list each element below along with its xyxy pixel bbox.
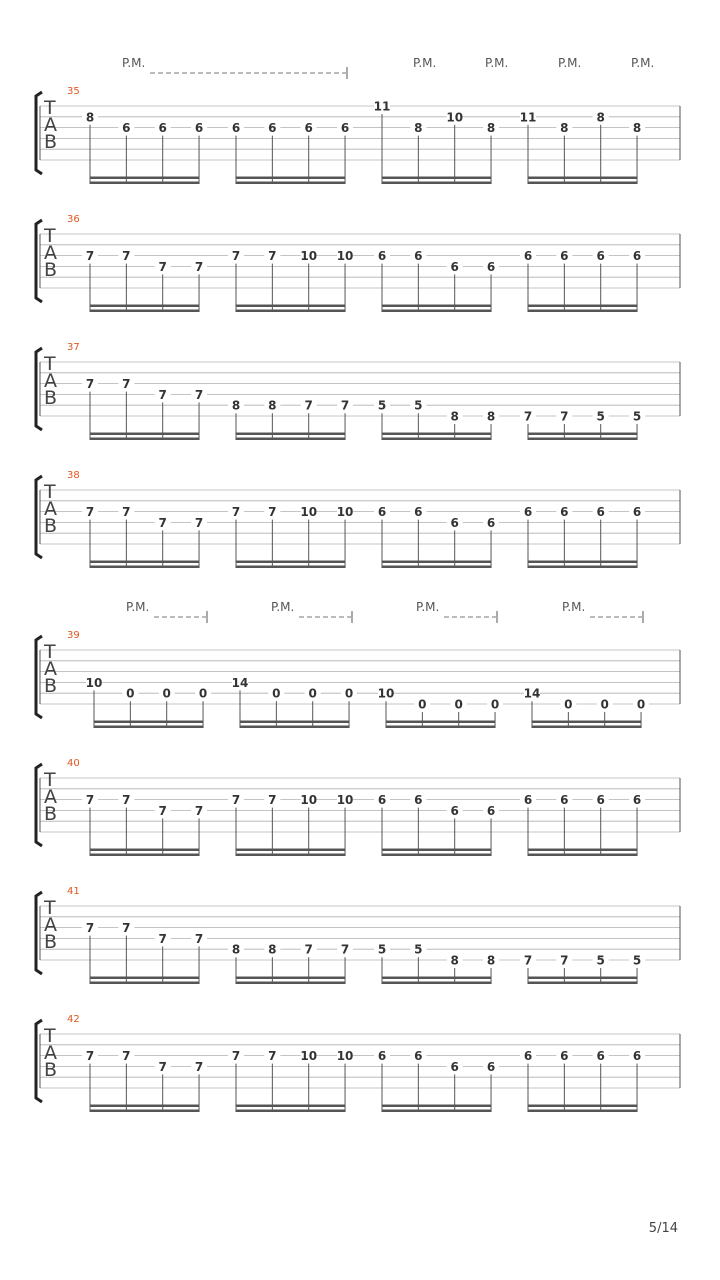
fret-number: 10 <box>336 1049 354 1064</box>
fret-number: 14 <box>523 686 541 701</box>
beam-secondary <box>90 433 199 436</box>
fret-number: 8 <box>268 398 277 413</box>
beam-primary <box>528 982 637 985</box>
fret-number: 6 <box>596 1049 605 1064</box>
beam-primary <box>382 310 491 313</box>
beam-secondary <box>532 721 641 724</box>
beam-primary <box>240 726 349 729</box>
fret-number: 7 <box>158 931 167 946</box>
beam-primary <box>382 438 491 441</box>
fret-number: 8 <box>268 942 277 957</box>
fret-number: 8 <box>231 398 241 413</box>
beam-secondary <box>90 1105 199 1108</box>
fret-number: 6 <box>377 793 387 808</box>
measure-number: 36 <box>67 214 80 225</box>
fret-number: 7 <box>560 953 569 968</box>
tab-clef-letter: T <box>44 1025 56 1047</box>
fret-number: 6 <box>560 793 569 808</box>
fret-number: 5 <box>596 409 605 424</box>
fret-number: 7 <box>122 249 131 264</box>
fret-number: 5 <box>414 398 423 413</box>
palm-mute-label: P.M. <box>271 600 295 614</box>
fret-number: 7 <box>85 249 95 264</box>
tab-clef-letter: T <box>44 769 56 791</box>
fret-number: 7 <box>158 1059 167 1074</box>
beam-primary <box>382 982 491 985</box>
fret-number: 6 <box>414 1049 423 1064</box>
beam-primary <box>90 854 199 857</box>
beam-primary <box>382 566 491 569</box>
beam-primary <box>528 182 637 185</box>
fret-number: 6 <box>450 803 459 818</box>
fret-number: 0 <box>308 686 317 701</box>
fret-number: 8 <box>486 121 496 136</box>
fret-number: 6 <box>523 505 533 520</box>
fret-number: 7 <box>268 505 277 520</box>
fret-number: 10 <box>300 793 318 808</box>
beam-secondary <box>382 1105 491 1108</box>
beam-secondary <box>236 561 345 564</box>
fret-number: 6 <box>486 1059 496 1074</box>
system-bracket <box>36 636 42 718</box>
fret-number: 7 <box>268 793 277 808</box>
fret-number: 10 <box>85 675 103 690</box>
beam-secondary <box>528 849 637 852</box>
fret-number: 10 <box>300 1049 318 1064</box>
beam-secondary <box>236 977 345 980</box>
fret-number: 6 <box>596 793 605 808</box>
tab-clef-letter: T <box>44 481 56 503</box>
fret-number: 0 <box>636 697 646 712</box>
fret-number: 8 <box>450 409 459 424</box>
fret-number: 7 <box>231 505 241 520</box>
fret-number: 6 <box>596 505 605 520</box>
fret-number: 6 <box>377 249 387 264</box>
tab-clef-letter: B <box>44 1059 58 1081</box>
tab-clef-letter: T <box>44 225 56 247</box>
fret-number: 6 <box>596 249 605 264</box>
fret-number: 6 <box>632 505 642 520</box>
fret-number: 8 <box>486 409 496 424</box>
beam-primary <box>528 1110 637 1113</box>
beam-secondary <box>236 1105 345 1108</box>
tab-clef-letter: B <box>44 515 58 537</box>
beam-secondary <box>382 849 491 852</box>
fret-number: 0 <box>454 697 463 712</box>
tab-clef-letter: T <box>44 97 56 119</box>
fret-number: 7 <box>268 1049 277 1064</box>
tab-clef-letter: A <box>44 914 57 936</box>
beam-primary <box>236 1110 345 1113</box>
fret-number: 7 <box>340 942 350 957</box>
fret-number: 11 <box>373 99 391 114</box>
fret-number: 7 <box>304 942 313 957</box>
fret-number: 6 <box>523 793 533 808</box>
beam-secondary <box>528 977 637 980</box>
beam-secondary <box>528 561 637 564</box>
beam-primary <box>382 854 491 857</box>
fret-number: 10 <box>336 793 354 808</box>
fret-number: 6 <box>486 259 496 274</box>
palm-mute-label: P.M. <box>562 600 586 614</box>
beam-secondary <box>382 433 491 436</box>
fret-number: 6 <box>414 793 423 808</box>
fret-number: 0 <box>600 697 609 712</box>
beam-primary <box>382 1110 491 1113</box>
tab-clef-letter: B <box>44 803 58 825</box>
fret-number: 7 <box>85 921 95 936</box>
fret-number: 10 <box>336 505 354 520</box>
system-bracket <box>36 220 42 302</box>
palm-mute-label: P.M. <box>416 600 440 614</box>
measure-number: 38 <box>67 470 80 481</box>
system-bracket <box>36 892 42 974</box>
fret-number: 7 <box>122 921 131 936</box>
palm-mute-label: P.M. <box>631 56 655 70</box>
tab-clef-letter: A <box>44 242 57 264</box>
beam-primary <box>236 566 345 569</box>
measure-number: 39 <box>67 630 80 641</box>
tab-clef-letter: T <box>44 897 56 919</box>
beam-primary <box>528 566 637 569</box>
fret-number: 6 <box>486 515 496 530</box>
beam-secondary <box>382 977 491 980</box>
fret-number: 6 <box>377 505 387 520</box>
fret-number: 0 <box>162 686 171 701</box>
beam-secondary <box>90 977 199 980</box>
fret-number: 6 <box>632 249 642 264</box>
fret-number: 7 <box>194 803 204 818</box>
palm-mute-label: P.M. <box>485 56 509 70</box>
fret-number: 7 <box>194 259 204 274</box>
fret-number: 0 <box>418 697 427 712</box>
fret-number: 7 <box>158 803 167 818</box>
tab-clef-letter: B <box>44 131 58 153</box>
beam-primary <box>528 438 637 441</box>
beam-primary <box>90 438 199 441</box>
tab-clef-letter: B <box>44 675 58 697</box>
fret-number: 10 <box>446 110 464 125</box>
fret-number: 6 <box>231 121 241 136</box>
measure-number: 42 <box>67 1014 80 1025</box>
tab-clef-letter: A <box>44 658 57 680</box>
fret-number: 6 <box>632 793 642 808</box>
fret-number: 5 <box>377 942 387 957</box>
fret-number: 5 <box>414 942 423 957</box>
beam-secondary <box>236 849 345 852</box>
fret-number: 6 <box>414 249 423 264</box>
fret-number: 6 <box>486 803 496 818</box>
tab-clef-letter: B <box>44 931 58 953</box>
fret-number: 7 <box>304 398 313 413</box>
fret-number: 0 <box>490 697 500 712</box>
page-number: 5/14 <box>648 1221 678 1236</box>
beam-primary <box>236 438 345 441</box>
beam-secondary <box>240 721 349 724</box>
fret-number: 0 <box>198 686 208 701</box>
beam-secondary <box>90 561 199 564</box>
tab-clef-letter: A <box>44 114 57 136</box>
fret-number: 7 <box>523 953 533 968</box>
fret-number: 0 <box>344 686 354 701</box>
beam-secondary <box>382 561 491 564</box>
fret-number: 10 <box>336 249 354 264</box>
tab-clef-letter: T <box>44 641 56 663</box>
fret-number: 8 <box>450 953 459 968</box>
beam-primary <box>90 566 199 569</box>
fret-number: 6 <box>450 515 459 530</box>
beam-primary <box>90 182 199 185</box>
fret-number: 7 <box>158 515 167 530</box>
fret-number: 7 <box>231 1049 241 1064</box>
beam-secondary <box>528 177 637 180</box>
tab-clef-letter: B <box>44 259 58 281</box>
fret-number: 6 <box>560 1049 569 1064</box>
fret-number: 7 <box>268 249 277 264</box>
fret-number: 7 <box>158 387 167 402</box>
fret-number: 6 <box>450 1059 459 1074</box>
fret-number: 7 <box>122 1049 131 1064</box>
fret-number: 7 <box>85 1049 95 1064</box>
beam-primary <box>532 726 641 729</box>
measure-number: 40 <box>67 758 80 769</box>
palm-mute-label: P.M. <box>558 56 582 70</box>
fret-number: 6 <box>304 121 313 136</box>
measure-number: 37 <box>67 342 80 353</box>
fret-number: 5 <box>632 953 642 968</box>
fret-number: 7 <box>85 505 95 520</box>
fret-number: 6 <box>340 121 350 136</box>
beam-secondary <box>90 305 199 308</box>
tab-clef-letter: A <box>44 370 57 392</box>
fret-number: 8 <box>560 121 569 136</box>
beam-secondary <box>528 305 637 308</box>
fret-number: 6 <box>377 1049 387 1064</box>
fret-number: 10 <box>377 686 395 701</box>
fret-number: 6 <box>523 249 533 264</box>
palm-mute-label: P.M. <box>122 56 146 70</box>
beam-primary <box>90 1110 199 1113</box>
fret-number: 6 <box>158 121 167 136</box>
beam-secondary <box>90 177 199 180</box>
fret-number: 7 <box>523 409 533 424</box>
system-bracket <box>36 476 42 558</box>
fret-number: 6 <box>414 505 423 520</box>
beam-secondary <box>528 433 637 436</box>
beam-primary <box>90 982 199 985</box>
fret-number: 5 <box>596 953 605 968</box>
fret-number: 7 <box>194 515 204 530</box>
fret-number: 7 <box>122 377 131 392</box>
fret-number: 7 <box>194 1059 204 1074</box>
fret-number: 10 <box>300 249 318 264</box>
fret-number: 7 <box>122 505 131 520</box>
system-bracket <box>36 764 42 846</box>
beam-primary <box>236 854 345 857</box>
beam-secondary <box>236 177 345 180</box>
system-bracket <box>36 1020 42 1102</box>
fret-number: 7 <box>231 793 241 808</box>
beam-primary <box>382 182 491 185</box>
measure-number: 35 <box>67 86 80 97</box>
beam-secondary <box>382 305 491 308</box>
beam-primary <box>94 726 203 729</box>
fret-number: 8 <box>231 942 241 957</box>
fret-number: 8 <box>486 953 496 968</box>
beam-primary <box>528 310 637 313</box>
fret-number: 7 <box>85 377 95 392</box>
fret-number: 6 <box>632 1049 642 1064</box>
beam-secondary <box>382 177 491 180</box>
beam-primary <box>528 854 637 857</box>
fret-number: 5 <box>632 409 642 424</box>
fret-number: 10 <box>300 505 318 520</box>
tab-clef-letter: B <box>44 387 58 409</box>
system-bracket <box>36 92 42 174</box>
measure-number: 41 <box>67 886 80 897</box>
tab-clef-letter: T <box>44 353 56 375</box>
fret-number: 7 <box>560 409 569 424</box>
fret-number: 0 <box>126 686 135 701</box>
beam-secondary <box>236 305 345 308</box>
fret-number: 11 <box>519 110 537 125</box>
fret-number: 0 <box>564 697 573 712</box>
fret-number: 7 <box>340 398 350 413</box>
fret-number: 7 <box>194 387 204 402</box>
fret-number: 8 <box>632 121 642 136</box>
fret-number: 7 <box>194 931 204 946</box>
fret-number: 14 <box>231 675 249 690</box>
beam-secondary <box>528 1105 637 1108</box>
beam-primary <box>236 982 345 985</box>
tab-clef-letter: A <box>44 786 57 808</box>
fret-number: 6 <box>450 259 459 274</box>
beam-primary <box>236 310 345 313</box>
fret-number: 8 <box>596 110 605 125</box>
fret-number: 8 <box>414 121 423 136</box>
fret-number: 7 <box>231 249 241 264</box>
fret-number: 6 <box>122 121 131 136</box>
fret-number: 8 <box>85 110 95 125</box>
fret-number: 6 <box>523 1049 533 1064</box>
fret-number: 7 <box>158 259 167 274</box>
beam-secondary <box>90 849 199 852</box>
fret-number: 7 <box>122 793 131 808</box>
beam-primary <box>90 310 199 313</box>
system-bracket <box>36 348 42 430</box>
fret-number: 6 <box>194 121 204 136</box>
tab-clef-letter: A <box>44 498 57 520</box>
fret-number: 5 <box>377 398 387 413</box>
fret-number: 6 <box>268 121 277 136</box>
beam-secondary <box>236 433 345 436</box>
fret-number: 6 <box>560 249 569 264</box>
beam-primary <box>386 726 495 729</box>
beam-secondary <box>94 721 203 724</box>
beam-primary <box>236 182 345 185</box>
tab-clef-letter: A <box>44 1042 57 1064</box>
palm-mute-label: P.M. <box>413 56 437 70</box>
fret-number: 7 <box>85 793 95 808</box>
beam-secondary <box>386 721 495 724</box>
fret-number: 6 <box>560 505 569 520</box>
palm-mute-label: P.M. <box>126 600 150 614</box>
fret-number: 0 <box>272 686 281 701</box>
